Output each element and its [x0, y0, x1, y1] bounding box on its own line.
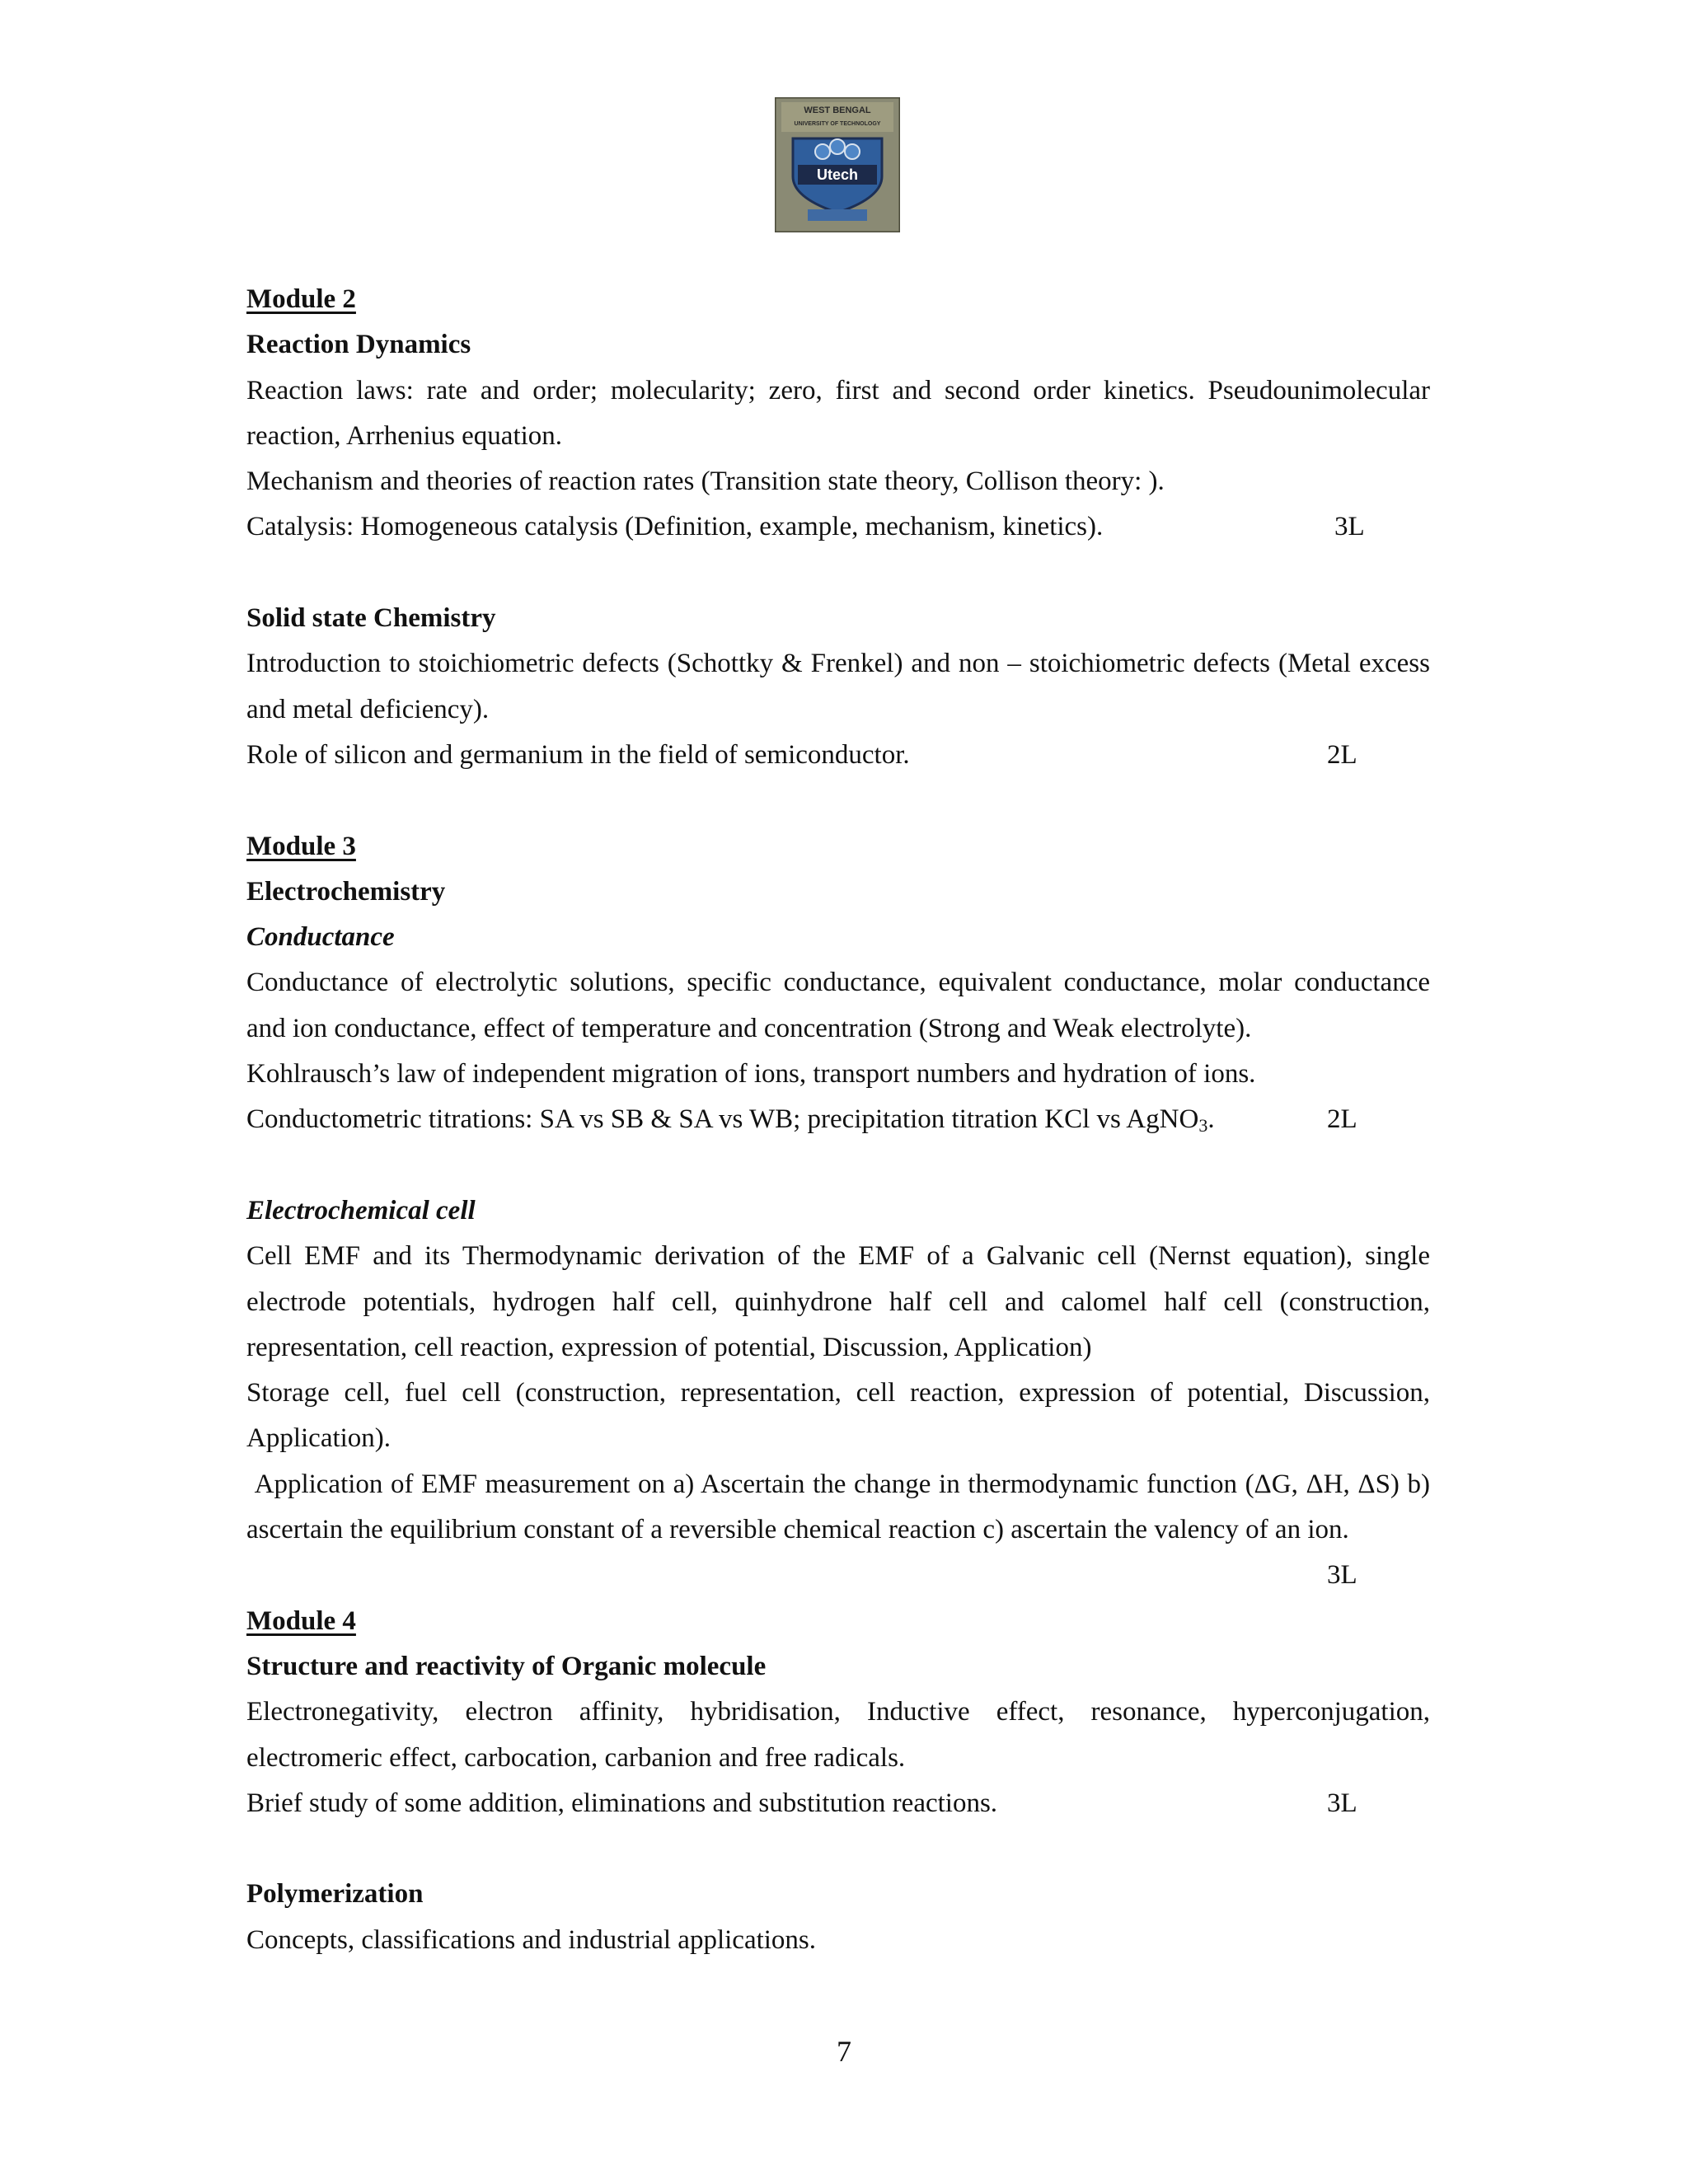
kohlrausch-line: Kohlrausch’s law of independent migration of ions, transport numbers and hydration of ions. [246, 1059, 1256, 1090]
lecture-count: 2L [1327, 739, 1357, 770]
cell-paragraph-line: Cell EMF and its Thermodynamic derivation of the EMF of a Galvanic cell (Nernst equation), single [246, 1241, 1430, 1272]
module-4-heading: Module 4 [246, 1605, 356, 1636]
logo-top-text: WEST BENGAL [804, 105, 871, 115]
page-number: 7 [837, 2035, 851, 2068]
catalysis-text: Catalysis: Homogeneous catalysis (Definition, example, mechanism, kinetics). [246, 512, 1104, 542]
conductance-title: Conductance [246, 922, 395, 953]
module-2-heading: Module 2 [246, 284, 356, 314]
storage-cell-line: Storage cell, fuel cell (construction, representation, cell reaction, expression of potential, Discussion, [246, 1378, 1430, 1408]
spacer [246, 1143, 1430, 1188]
reaction-dynamics-paragraph-line: reaction, Arrhenius equation. [246, 420, 563, 451]
polymerization-title: Polymerization [246, 1879, 424, 1910]
lecture-count-row [246, 1553, 1430, 1598]
titration-period: . [1207, 1104, 1215, 1135]
lecture-count: 3L [1327, 1560, 1357, 1591]
organic-paragraph-line: Electronegativity, electron affinity, hybridisation, Inductive effect, resonance, hyperconjugation, [246, 1697, 1430, 1727]
lecture-count: 3L [1327, 1788, 1357, 1818]
university-logo [775, 97, 900, 232]
polymerization-line: Concepts, classifications and industrial applications. [246, 1924, 817, 1955]
spacer [246, 778, 1430, 823]
spacer [246, 551, 1430, 596]
reaction-dynamics-title: Reaction Dynamics [246, 330, 471, 360]
syllabus-content [246, 277, 1430, 1963]
emf-application-line: Application of EMF measurement on a) Ascertain the change in thermodynamic function (ΔG, ΔH, ΔS) b) [246, 1469, 1430, 1499]
logo-name: Utech [816, 166, 859, 183]
titration-text: Conductometric titrations: SA vs SB & SA vs WB; precipitation titration KCl vs AgNO [246, 1104, 1199, 1135]
conductance-paragraph-line: and ion conductance, effect of temperature and concentration (Strong and Weak electrolyte). [246, 1013, 1252, 1043]
storage-cell-line: Application). [246, 1423, 392, 1454]
solid-state-title: Solid state Chemistry [246, 603, 496, 634]
electrochemistry-title: Electrochemistry [246, 876, 446, 907]
reaction-dynamics-paragraph-line: Reaction laws: rate and order; molecularity; zero, first and second order kinetics. Pseudounimolecular [246, 375, 1430, 405]
catalysis-line [246, 504, 1430, 550]
logo-sub-text: UNIVERSITY OF TECHNOLOGY [794, 121, 881, 127]
semiconductor-line [246, 733, 1430, 778]
cell-paragraph-line: electrode potentials, hydrogen half cell, quinhydrone half cell and calomel half cell (construction, [246, 1286, 1430, 1317]
organic-title: Structure and reactivity of Organic molecule [246, 1651, 767, 1681]
lecture-count: 3L [1334, 512, 1365, 542]
reaction-mechanism-line: Mechanism and theories of reaction rates (Transition state theory, Collison theory: ). [246, 466, 1165, 497]
emf-application-line: ascertain the equilibrium constant of a reversible chemical reaction c) ascertain the valency of an ion. [246, 1515, 1349, 1545]
module-3-heading: Module 3 [246, 831, 356, 861]
cell-paragraph-line: representation, cell reaction, expression of potential, Discussion, Application) [246, 1332, 1092, 1362]
organic-paragraph-line: electromeric effect, carbocation, carbanion and free radicals. [246, 1742, 906, 1773]
reactions-text: Brief study of some addition, eliminations and substitution reactions. [246, 1788, 998, 1818]
electrochemical-cell-title: Electrochemical cell [246, 1195, 476, 1226]
solid-state-paragraph-line: and metal deficiency). [246, 694, 490, 724]
conductance-paragraph-line: Conductance of electrolytic solutions, specific conductance, equivalent conductance, molar conductance [246, 968, 1430, 998]
lecture-count: 2L [1327, 1104, 1357, 1135]
solid-state-paragraph-line: Introduction to stoichiometric defects (Schottky & Frenkel) and non – stoichiometric defects (Metal excess [246, 649, 1430, 679]
titration-line [246, 1097, 1430, 1142]
spacer [246, 1826, 1430, 1872]
subscript: 3 [1198, 1115, 1208, 1137]
reactions-line [246, 1781, 1430, 1826]
semiconductor-text: Role of silicon and germanium in the field of semiconductor. [246, 739, 910, 770]
